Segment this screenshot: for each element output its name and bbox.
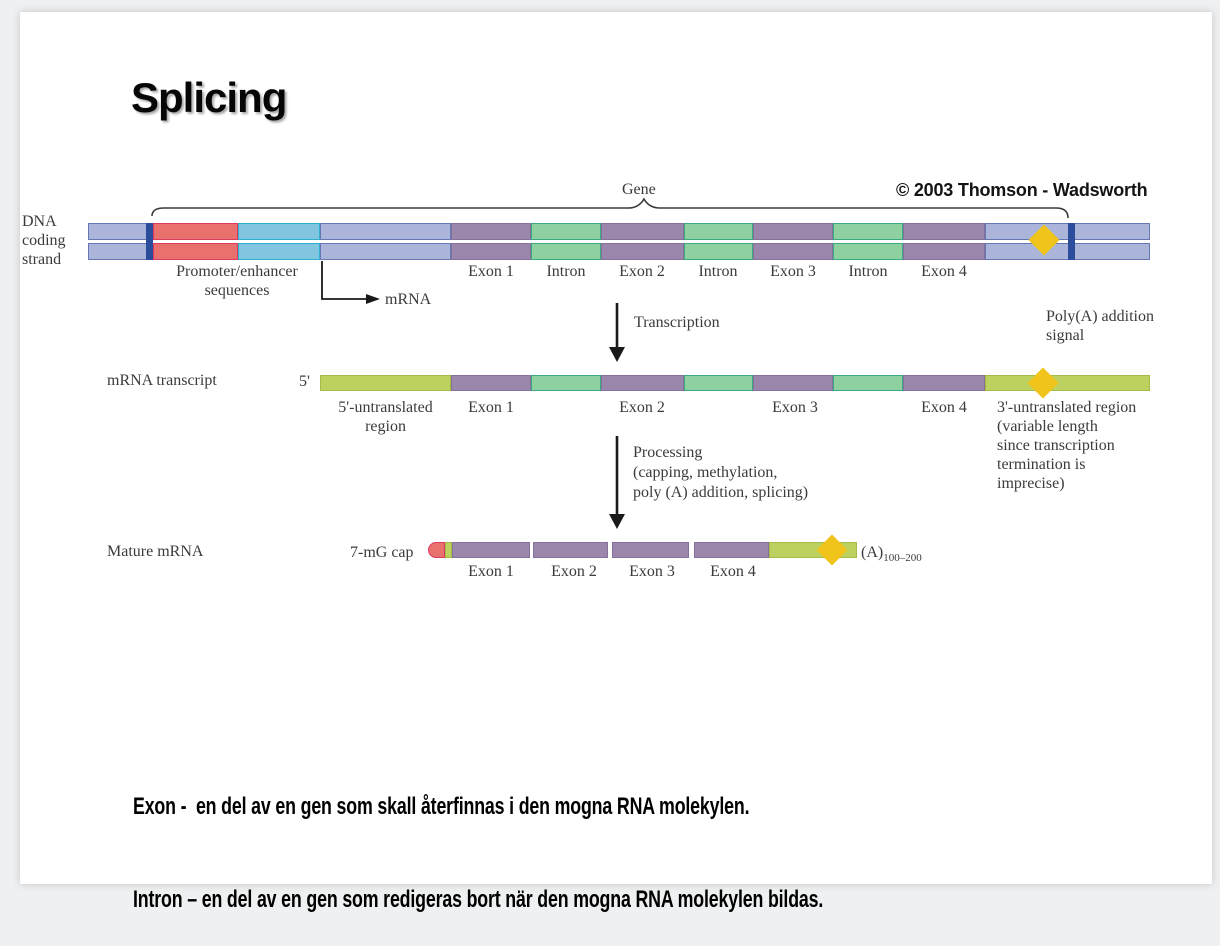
dna-exon4-label: Exon 4 xyxy=(921,263,967,280)
processing-line1: Processing xyxy=(633,444,703,461)
dna-exon3-label: Exon 3 xyxy=(770,263,816,280)
dna-label-line3: strand xyxy=(22,251,62,268)
polya-tail-subscript: 100–200 xyxy=(883,552,922,565)
exon-definition: Exon - en del av en gen som skall återfinnas i den mogna RNA molekylen. xyxy=(133,793,750,820)
dna-seg-exon3 xyxy=(753,223,833,240)
dna-intron3-label: Intron xyxy=(848,263,888,280)
utr5-label xyxy=(320,398,451,436)
mature-7mg-cap xyxy=(428,542,445,558)
processing-line3: poly (A) addition, splicing) xyxy=(633,484,809,501)
transcript-seg-intron3 xyxy=(833,375,903,391)
dna-seg-intron2 xyxy=(684,243,753,260)
mature-exon1-label: Exon 1 xyxy=(468,563,514,580)
dna-seg-intron1 xyxy=(531,243,601,260)
dna-start-site-mark xyxy=(146,223,153,260)
dna-seg-promoter xyxy=(153,223,238,240)
mature-exon4-label: Exon 4 xyxy=(710,563,756,580)
dna-seg-upstream xyxy=(88,243,153,260)
utr3-line2: (variable length xyxy=(997,418,1098,435)
dna-seg-intron1 xyxy=(531,223,601,240)
slide-title: Splicing xyxy=(131,74,287,121)
gene-label: Gene xyxy=(622,181,656,198)
promoter-label xyxy=(152,262,322,300)
mature-row-label: Mature mRNA xyxy=(107,543,204,560)
dna-label-line2: coding xyxy=(22,232,66,249)
intron-definition: Intron – en del av en gen som redigeras bort när den mogna RNA molekylen bildas. xyxy=(133,886,824,913)
dna-exon1-label: Exon 1 xyxy=(468,263,514,280)
transcript-seg-3utr xyxy=(985,375,1150,391)
dna-strand-bottom xyxy=(88,243,1150,260)
polya-tail-label xyxy=(861,543,922,568)
transcript-exon1-label: Exon 1 xyxy=(468,399,514,416)
dna-seg-exon4 xyxy=(903,243,985,260)
dna-seg-promoter xyxy=(153,243,238,260)
utr3-label xyxy=(997,398,1136,493)
transcript-exon2-label: Exon 2 xyxy=(619,399,665,416)
dna-strand-label xyxy=(22,212,66,269)
dna-exon2-label: Exon 2 xyxy=(619,263,665,280)
transcript-row-label: mRNA transcript xyxy=(107,372,217,389)
mature-seg-exon4 xyxy=(694,542,769,558)
utr3-line4: termination is xyxy=(997,456,1086,473)
mature-exon2-label: Exon 2 xyxy=(551,563,597,580)
utr3-line1: 3'-untranslated region xyxy=(997,399,1137,416)
promoter-label-line1: Promoter/enhancer xyxy=(176,263,298,280)
definitions-text xyxy=(133,729,823,946)
dna-seg-5utr xyxy=(320,223,451,240)
utr3-line3: since transcription xyxy=(997,437,1115,454)
mature-mrna-diagram xyxy=(445,542,857,558)
polya-signal-line2: signal xyxy=(1046,327,1085,344)
copyright-text: © 2003 Thomson - Wadsworth xyxy=(896,180,1148,200)
dna-seg-exon2 xyxy=(601,223,684,240)
dna-seg-exon2 xyxy=(601,243,684,260)
dna-seg-intron2 xyxy=(684,223,753,240)
mature-seg-exon1 xyxy=(452,542,530,558)
dna-intron1-label: Intron xyxy=(546,263,586,280)
transcript-exon4-label: Exon 4 xyxy=(921,399,967,416)
dna-intron2-label: Intron xyxy=(698,263,738,280)
utr3-line5: imprecise) xyxy=(997,475,1065,492)
mrna-label: mRNA xyxy=(385,291,432,308)
transcript-seg-exon3 xyxy=(753,375,833,391)
dna-strand-top xyxy=(88,223,1150,240)
dna-seg-5utr xyxy=(320,243,451,260)
dna-termination-mark xyxy=(1068,223,1075,260)
transcription-label: Transcription xyxy=(634,314,720,331)
transcript-seg-5utr xyxy=(320,375,451,391)
cap-label: 7-mG cap xyxy=(350,544,414,561)
dna-seg-exon1 xyxy=(451,243,531,260)
polya-tail-main: (A) xyxy=(861,544,884,561)
utr5-label-line2: region xyxy=(365,418,406,435)
transcript-seg-exon4 xyxy=(903,375,985,391)
dna-label-line1: DNA xyxy=(22,213,57,230)
transcript-seg-intron2 xyxy=(684,375,753,391)
mature-exon3-label: Exon 3 xyxy=(629,563,675,580)
mrna-transcript-diagram xyxy=(320,375,1150,391)
dna-seg-exon1 xyxy=(451,223,531,240)
five-prime-label: 5' xyxy=(299,373,310,390)
mature-seg-lead xyxy=(445,542,452,558)
dna-strand-diagram xyxy=(88,223,1150,260)
polya-signal-label xyxy=(1046,307,1154,345)
mature-seg-exon2 xyxy=(533,542,608,558)
transcript-seg-exon1 xyxy=(451,375,531,391)
transcript-exon3-label: Exon 3 xyxy=(772,399,818,416)
dna-seg-upstream xyxy=(88,223,153,240)
polya-signal-line1: Poly(A) addition xyxy=(1046,308,1154,325)
mature-seg-exon3 xyxy=(612,542,689,558)
dna-seg-exon4 xyxy=(903,223,985,240)
dna-seg-regulatory xyxy=(238,223,320,240)
dna-seg-intron3 xyxy=(833,223,903,240)
dna-seg-intron3 xyxy=(833,243,903,260)
dna-seg-exon3 xyxy=(753,243,833,260)
transcript-seg-intron1 xyxy=(531,375,601,391)
dna-seg-regulatory xyxy=(238,243,320,260)
processing-line2: (capping, methylation, xyxy=(633,464,778,481)
promoter-label-line2: sequences xyxy=(204,282,270,299)
transcript-seg-exon2 xyxy=(601,375,684,391)
utr5-label-line1: 5'-untranslated xyxy=(338,399,433,416)
processing-label xyxy=(633,443,808,503)
